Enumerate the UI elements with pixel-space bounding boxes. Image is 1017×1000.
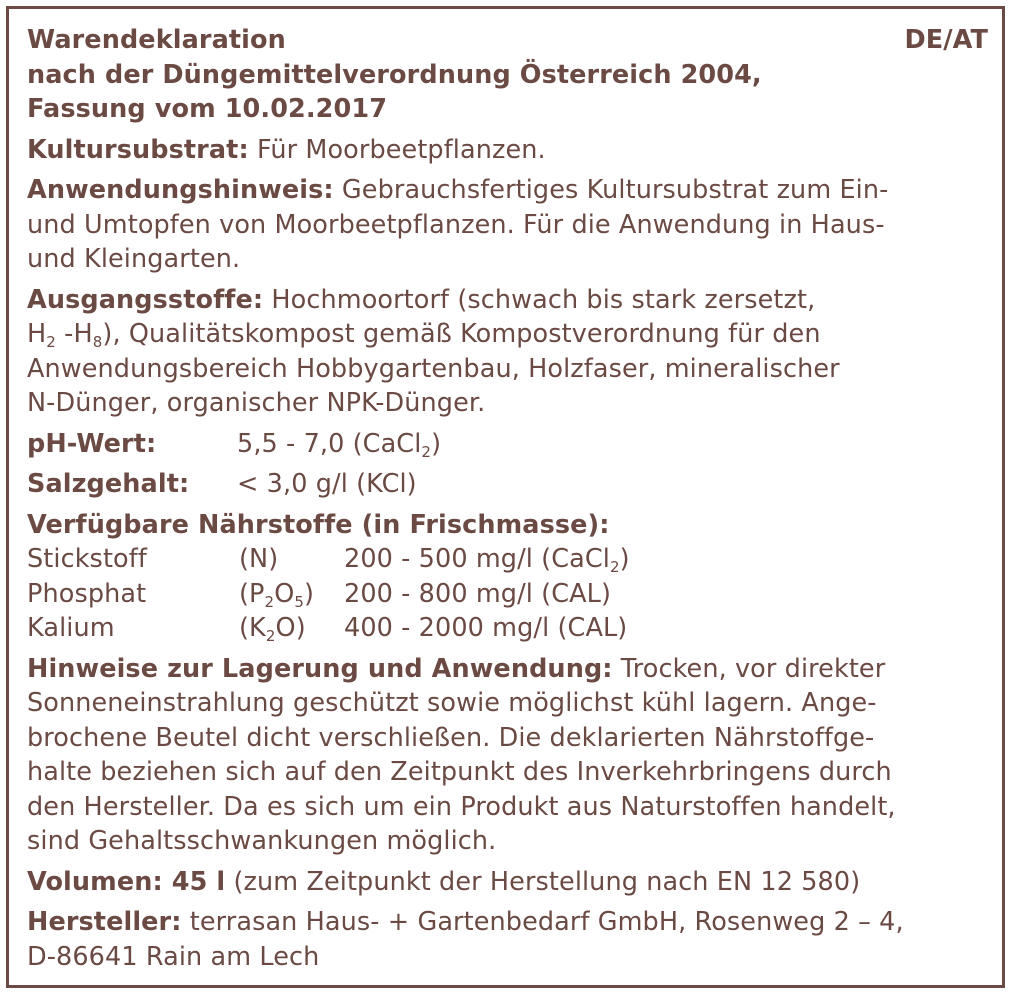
kultursubstrat-section xyxy=(27,133,988,168)
hinweise-line-6: sind Gehaltsschwankungen möglich. xyxy=(27,826,497,856)
title-row xyxy=(27,23,988,58)
hersteller-section xyxy=(27,905,988,974)
salz-label: Salzgehalt: xyxy=(27,469,190,499)
ausgangsstoffe-line-4: N-Dünger, organischer NPK-Dünger. xyxy=(27,388,486,418)
anwendung-section xyxy=(27,173,988,277)
hersteller-label: Hersteller: xyxy=(27,907,182,937)
hersteller-line-1: terrasan Haus- + Gartenbedarf GmbH, Rosenweg 2 – 4, xyxy=(181,907,904,937)
salz-row xyxy=(27,467,988,502)
title-line-2: nach der Düngemittelverordnung Österreich 2004, xyxy=(27,59,762,90)
document-title: Warendeklaration xyxy=(27,25,286,55)
region-code: DE/AT xyxy=(904,25,988,55)
ausgangsstoffe-line-3: Anwendungsbereich Hobbygartenbau, Holzfaser, mineralischer xyxy=(27,353,840,384)
anwendung-line-2: und Umtopfen von Moorbeetpflanzen. Für die Anwendung in Haus- xyxy=(27,209,885,240)
hinweise-line-4: halte beziehen sich auf den Zeitpunkt des Inverkehrbringens durch xyxy=(27,757,892,787)
naehrstoffe-heading: Verfügbare Nährstoffe (in Frischmasse): xyxy=(27,509,610,540)
hersteller-line-2: D-86641 Rain am Lech xyxy=(27,941,320,972)
declaration-frame xyxy=(6,6,1005,988)
nutrient-row-stickstoff: Stickstoff (N) 200 - 500 mg/l (CaCl$_2$) xyxy=(27,544,630,576)
hinweise-line-5: den Hersteller. Da es sich um ein Produkt aus Naturstoffen handelt, xyxy=(27,791,896,822)
kultursubstrat-label: Kultursubstrat: xyxy=(27,134,249,165)
volumen-label: Volumen: 45 l xyxy=(27,866,226,897)
ph-row xyxy=(27,427,988,462)
volumen-text: (zum Zeitpunkt der Herstellung nach EN 12 580) xyxy=(225,866,861,897)
ausgangsstoffe-section xyxy=(27,283,988,421)
ausgangsstoffe-line-2: $H_2$ $-H_8$), Qualitätskompost gemäß Kompostverordnung für den xyxy=(27,319,821,351)
declaration-content xyxy=(27,23,988,974)
volumen-section xyxy=(27,865,988,900)
hinweise-section xyxy=(27,652,988,859)
hinweise-label: Hinweise zur Lagerung und Anwendung: xyxy=(27,653,613,684)
title-line-3: Fassung vom 10.02.2017 xyxy=(27,94,388,124)
naehrstoffe-section xyxy=(27,508,988,646)
salz-value: < 3,0 g/l (KCl) xyxy=(237,469,417,499)
anwendung-line-1: Gebrauchsfertiges Kultursubstrat zum Ein- xyxy=(333,175,889,205)
ausgangsstoffe-label: Ausgangsstoffe: xyxy=(27,284,264,315)
nutrient-row-phosphat: Phosphat $(P_2O_5)$ 200 - 800 mg/l (CAL) xyxy=(27,578,612,611)
hinweise-line-2: Sonneneinstrahlung geschützt sowie möglichst kühl lagern. Ange- xyxy=(27,688,877,718)
hinweise-line-1: Trocken, vor direkter xyxy=(612,653,886,684)
hinweise-line-3: brochene Beutel dicht verschließen. Die deklarierten Nährstoffge- xyxy=(27,722,875,753)
anwendung-line-3: und Kleingarten. xyxy=(27,244,241,274)
ph-label: pH-Wert: xyxy=(27,428,157,459)
ph-value: 5,5 - 7,0 (CaCl$_2$) xyxy=(237,428,442,461)
kultursubstrat-text: Für Moorbeetpflanzen. xyxy=(248,134,546,165)
anwendung-label: Anwendungshinweis: xyxy=(27,175,334,205)
nutrient-row-kalium: Kalium $(K_2O)$ 400 - 2000 mg/l (CAL) xyxy=(27,613,628,645)
ausgangsstoffe-line-1: Hochmoortorf (schwach bis stark zersetzt, xyxy=(263,284,816,315)
